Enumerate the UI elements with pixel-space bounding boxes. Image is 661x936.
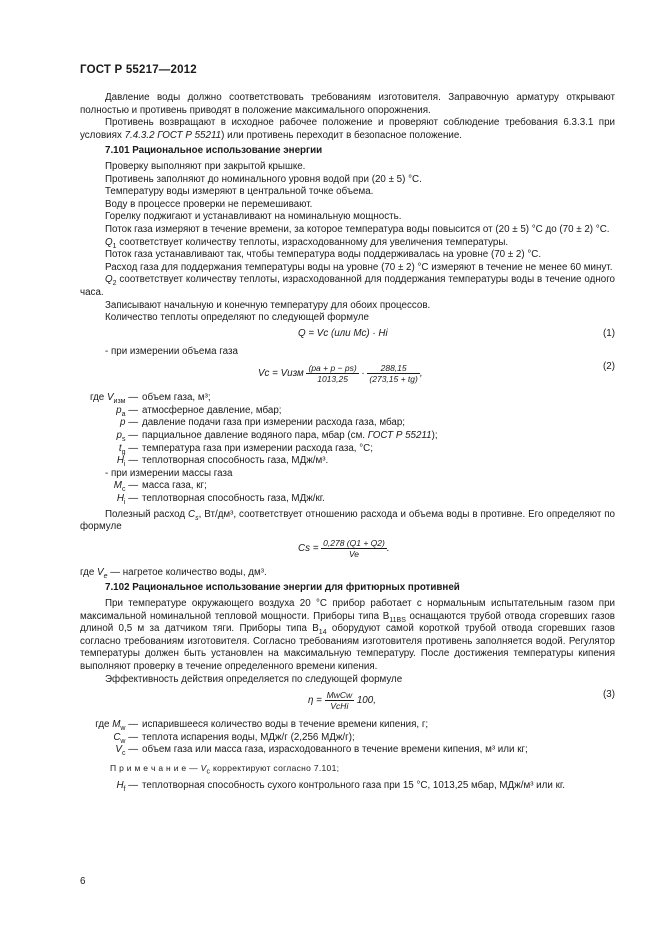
where-row: $M_c$ — масса газа, кг; — [113, 480, 207, 494]
formula-cs: Cs = $\frac{0,278 (Q1 + Q2)}{Ve}$ . — [298, 537, 390, 559]
where-row: $p_a$ — атмосферное давление, мбар; — [116, 404, 282, 418]
where-row: где $M_w$ — испарившееся количество воды в течение времени кипения, г; — [95, 719, 429, 733]
where-row: $H_f$ — теплотворная способность сухого контрольного газа при 15 °C, 1013,25 мбар, МДж/м³ или кг. — [116, 779, 565, 793]
section-heading-7-102: 7.102 Рациональное использование энергии для фритюрных противней — [105, 582, 460, 594]
where-row: $V_c$ — объем газа или масса газа, израсходованного в течение времени кипения, м³ или кг; — [115, 744, 528, 758]
paragraph: Температуру воды измеряют в центральной точке объема. — [105, 186, 374, 198]
paragraph: Проверку выполняют при закрытой крышке. — [105, 160, 306, 172]
paragraph: Поток газа устанавливают так, чтобы температура воды поддерживалась на уровне (70 ± 2) °C. — [105, 249, 542, 261]
document-body — [80, 92, 615, 792]
note: П р и м е ч а н и е — $V_c$ корректируют согласно 7.101; — [110, 762, 340, 776]
where-row: где $V_{изм}$ — объем газа, м³; — [89, 392, 211, 406]
page-number: 6 — [80, 876, 86, 887]
formula-2: Vc = Vизм $\frac{(pa + p - ps)}{1013,25}$ · $\frac{288,15}{(273,15 + tg)}$ , (2) — [258, 361, 615, 385]
paragraph: Записывают начальную и конечную температуру для обоих процессов. — [105, 299, 431, 311]
paragraph: Противень заполняют до номинального уровня водой при (20 ± 5) °C. — [105, 173, 422, 185]
document-header: ГОСТ Р 55217—2012 — [80, 64, 197, 76]
paragraph: Противень возвращают в исходное рабочее положение и проверяют соблюдение требования 6.3.3.1 при условиях 7.4.3.2 ГОСТ Р 55211) или противень переходит в безопасное положение. — [80, 117, 615, 141]
paragraph: $Q_1$ соответствует количеству теплоты, израсходованному для увеличения температуры. — [105, 236, 509, 250]
where-row: p — давление подачи газа при измерении расхода газа, мбар; — [120, 417, 405, 429]
where-row: $t_g$ — температура газа при измерении расхода газа, °C; — [118, 442, 373, 456]
paragraph: При температуре окружающего воздуха 20 °C прибор работает с нормальным испытательным газом при максимальной номинальной тепловой мощности. Приборы типа $B_{11BS}$ оснащаются трубой отвода сгоревших газов длиной 0,5 м за датчиком тяги. Приборы типа $B_{14}$ оборудуют самой короткой трубой отвода сгоревших газов согласно требованиям изготовителя. Согласно требованиям изготовителя противень заполняется водой. Регулятор температуры должен быть установлен на максимальную температуру. После достижения температуры кипения выполняют проверку в течение определенного времени кипения. — [80, 598, 616, 672]
paragraph: Количество теплоты определяют по следующей формуле — [105, 312, 369, 324]
paragraph: Давление воды должно соответствовать требованиям изготовителя. Заправочную арматуру открывают полностью и противень приводят в положение максимального опорожнения. — [80, 92, 615, 116]
where-row: $H_i$ — теплотворная способность газа, МДж/м³. — [116, 455, 329, 469]
paragraph: Поток газа измеряют в течение времени, за которое температура воды повысится от (20 ± 5) °C до (70 ± 2) °C. — [105, 223, 610, 235]
paragraph: $Q_2$ соответствует количеству теплоты, израсходованной для поддержания температуры воды в течение одного часа. — [80, 274, 615, 298]
paragraph: где $V_e$ — нагретое количество воды, дм³. — [80, 566, 267, 580]
formula-1: Q = Vc (или Mc) · Hi (1) — [298, 327, 615, 339]
paragraph: Полезный расход $C_s$, Вт/дм³, соответствует отношению расхода и объема воды в противне. Его определяют по формуле — [80, 508, 615, 533]
formula-3: η = $\frac{\text{MwCw}}{\text{VcHi}}$ 100, (3) — [308, 689, 615, 712]
where-row: $p_s$ — парциальное давление водяного пара, мбар (см. ГОСТ Р 55211); — [116, 430, 438, 444]
paragraph: Эффективность действия определяется по следующей формуле — [105, 673, 403, 685]
paragraph: - при измерении массы газа — [105, 467, 233, 479]
paragraph: - при измерении объема газа — [105, 345, 238, 357]
where-row: $C_w$ — теплота испарения воды, МДж/г (2,256 МДж/г); — [113, 731, 355, 745]
paragraph: Горелку поджигают и устанавливают на номинальную мощность. — [105, 211, 402, 223]
paragraph: Расход газа для поддержания температуры воды на уровне (70 ± 2) °C измеряют в течение не менее 60 минут. — [105, 261, 613, 273]
where-row: $H_i$ — теплотворная способность газа, МДж/кг. — [116, 493, 325, 506]
paragraph: Воду в процессе проверки не перемешивают. — [105, 198, 313, 210]
section-heading-7-101: 7.101 Рациональное использование энергии — [105, 145, 323, 157]
